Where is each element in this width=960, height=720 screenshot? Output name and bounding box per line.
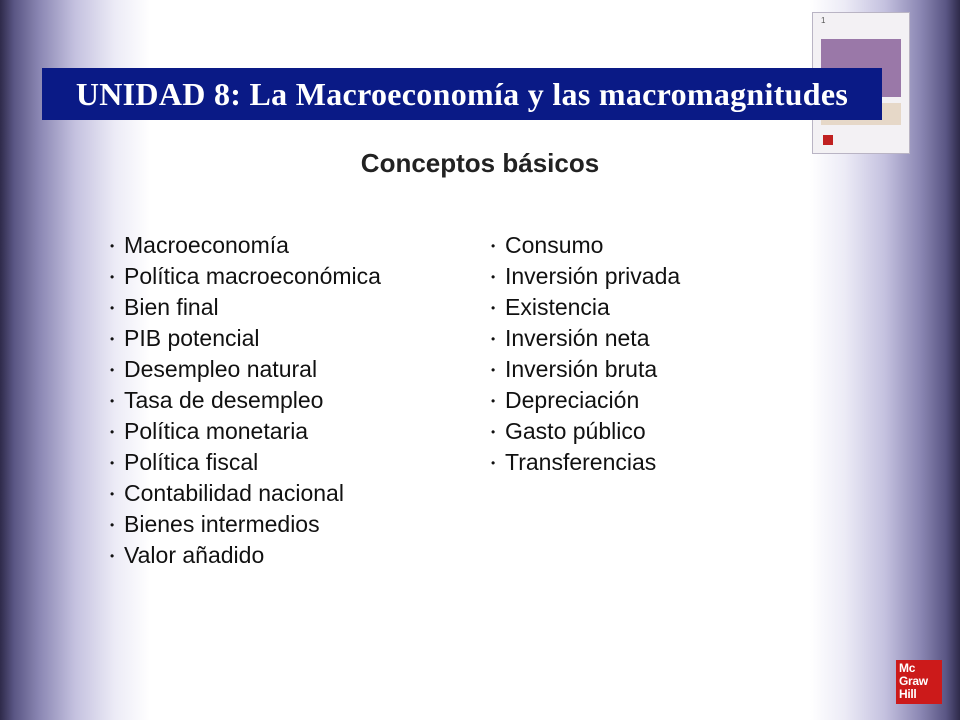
list-item — [110, 230, 381, 261]
bullet-icon: • — [491, 301, 496, 316]
list-item-label: Política fiscal — [124, 449, 259, 475]
bullet-icon: • — [491, 270, 496, 285]
list-item — [491, 323, 680, 354]
book-cover-number: 1 — [821, 16, 826, 25]
logo-line: Graw — [899, 674, 928, 688]
list-item — [110, 261, 381, 292]
bullet-icon: • — [110, 332, 115, 347]
list-item-label: Inversión neta — [505, 325, 650, 351]
list-item-label: Valor añadido — [124, 542, 265, 568]
list-item-label: Existencia — [505, 294, 610, 320]
bullet-icon: • — [110, 456, 115, 471]
slide-title: UNIDAD 8: La Macroeconomía y las macromagnitudes — [42, 68, 882, 120]
list-item-label: Consumo — [505, 232, 604, 258]
list-item — [491, 354, 680, 385]
list-item — [110, 385, 381, 416]
logo-line: Hill — [899, 687, 917, 701]
bullet-icon: • — [110, 270, 115, 285]
bullet-icon: • — [110, 487, 115, 502]
list-item — [110, 354, 381, 385]
list-item-label: Política monetaria — [124, 418, 309, 444]
list-item-label: PIB potencial — [124, 325, 260, 351]
list-item-label: Bien final — [124, 294, 219, 320]
list-item-label: Inversión bruta — [505, 356, 658, 382]
list-item — [491, 447, 680, 478]
list-item — [110, 447, 381, 478]
book-cover-logo — [823, 135, 833, 145]
bullet-icon: • — [491, 394, 496, 409]
list-item-label: Tasa de desempleo — [124, 387, 324, 413]
list-item-label: Gasto público — [505, 418, 646, 444]
list-item-label: Transferencias — [505, 449, 657, 475]
list-item-label: Inversión privada — [505, 263, 681, 289]
list-item-label: Macroeconomía — [124, 232, 289, 258]
concept-list-left — [110, 230, 381, 571]
bullet-icon: • — [491, 456, 496, 471]
bullet-icon: • — [110, 518, 115, 533]
bullet-icon: • — [110, 301, 115, 316]
bullet-icon: • — [110, 363, 115, 378]
section-heading: Conceptos básicos — [360, 148, 600, 178]
bullet-icon: • — [491, 332, 496, 347]
list-item — [110, 292, 381, 323]
list-item-label: Política macroeconómica — [124, 263, 381, 289]
list-item — [110, 323, 381, 354]
bullet-icon: • — [110, 425, 115, 440]
bullet-icon: • — [491, 425, 496, 440]
list-item — [110, 478, 381, 509]
list-item — [110, 509, 381, 540]
list-item-label: Depreciación — [505, 387, 640, 413]
list-item — [110, 416, 381, 447]
bullet-icon: • — [491, 363, 496, 378]
list-item — [110, 540, 381, 571]
mcgraw-hill-logo — [896, 660, 942, 704]
bullet-icon: • — [110, 239, 115, 254]
list-item-label: Contabilidad nacional — [124, 480, 344, 506]
bullet-icon: • — [491, 239, 496, 254]
concept-list-right — [491, 230, 680, 478]
logo-line: Mc — [899, 661, 916, 675]
bullet-icon: • — [110, 394, 115, 409]
list-item — [491, 261, 680, 292]
list-item — [491, 292, 680, 323]
list-item-label: Bienes intermedios — [124, 511, 320, 537]
list-item — [491, 416, 680, 447]
list-item — [491, 385, 680, 416]
bullet-icon: • — [110, 549, 115, 564]
list-item-label: Desempleo natural — [124, 356, 318, 382]
list-item — [491, 230, 680, 261]
